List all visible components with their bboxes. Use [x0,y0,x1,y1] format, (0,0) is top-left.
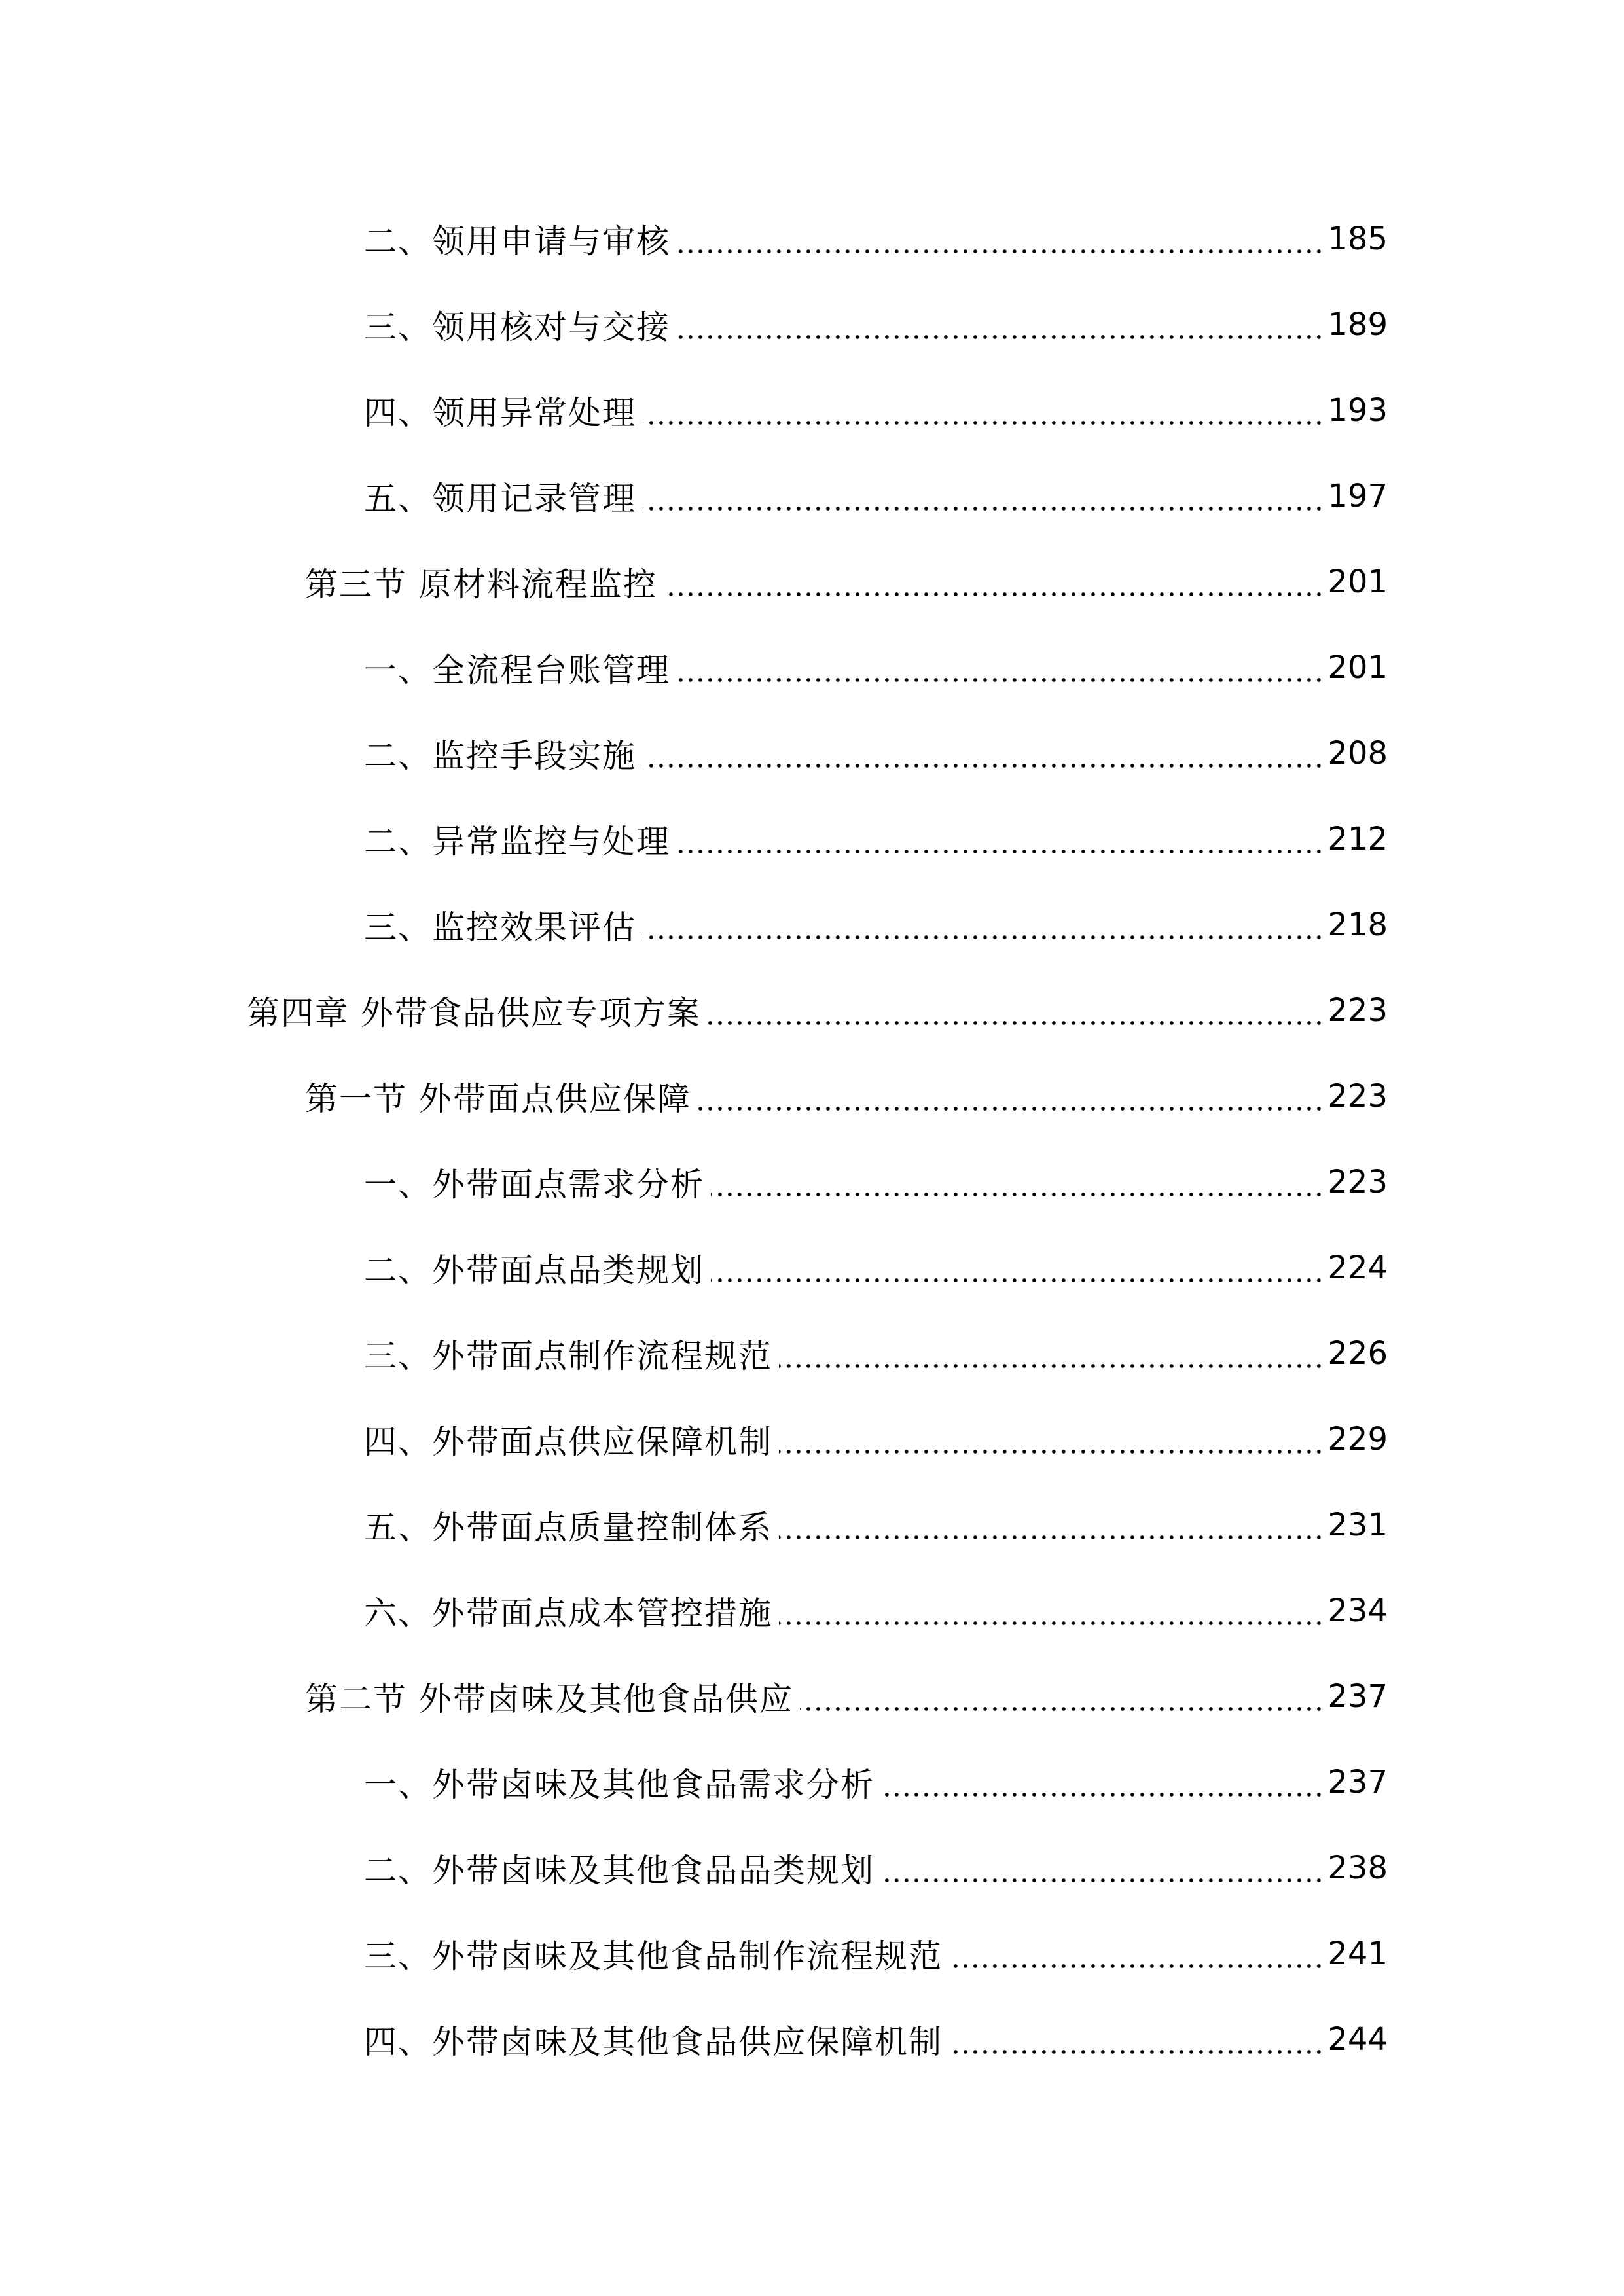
toc-entry[interactable] [364,1400,1388,1479]
toc-entry-page: 238 [1327,1850,1388,1886]
toc-entry-page: 212 [1327,821,1388,857]
toc-entry-title: 四、领用异常处理 [364,394,636,432]
dot-leader [643,908,1324,941]
toc-entry-title: 二、异常监控与处理 [364,823,670,861]
toc-entry-title: 第二节 外带卤味及其他食品供应 [305,1680,793,1718]
toc-entry[interactable] [364,714,1388,793]
toc-entry-page: 231 [1327,1507,1388,1543]
toc-entry-page: 223 [1327,992,1388,1029]
dot-leader [711,1251,1324,1284]
toc-entry[interactable] [364,1486,1388,1564]
dot-leader [643,737,1324,770]
toc-entry[interactable] [364,1143,1388,1221]
toc-section-entry[interactable] [305,543,1388,621]
dot-leader [698,1080,1324,1113]
toc-entry-title: 第四章 外带食品供应专项方案 [247,994,701,1032]
dot-leader [643,394,1324,427]
toc-entry-title: 二、监控手段实施 [364,737,636,775]
toc-entry-title: 二、外带面点品类规划 [364,1251,704,1289]
toc-entry-title: 第三节 原材料流程监控 [305,565,657,603]
dot-leader [708,994,1324,1027]
toc-entry[interactable] [364,457,1388,535]
toc-entry-title: 三、领用核对与交接 [364,308,670,346]
dot-leader [643,480,1324,512]
toc-entry-title: 二、外带卤味及其他食品品类规划 [364,1852,875,1890]
toc-entry[interactable] [364,285,1388,364]
toc-chapter-entry[interactable] [247,971,1388,1050]
dot-leader [677,223,1324,255]
toc-entry-title: 五、外带面点质量控制体系 [364,1509,772,1547]
toc-entry-page: 226 [1327,1335,1388,1372]
toc-entry-page: 197 [1327,478,1388,514]
dot-leader [800,1680,1324,1713]
dot-leader [664,565,1324,598]
toc-entry-page: 218 [1327,906,1388,943]
dot-leader [711,1166,1324,1198]
toc-entry-page: 201 [1327,649,1388,686]
toc-entry[interactable] [364,886,1388,964]
toc-entry-title: 一、外带面点需求分析 [364,1166,704,1204]
toc-section-entry[interactable] [305,1657,1388,1736]
toc-entry[interactable] [364,1314,1388,1393]
toc-entry[interactable] [364,371,1388,450]
toc-entry-page: 208 [1327,735,1388,772]
toc-entry-page: 185 [1327,221,1388,257]
toc-entry-page: 237 [1327,1764,1388,1801]
dot-leader [779,1423,1324,1456]
toc-entry-title: 一、外带卤味及其他食品需求分析 [364,1766,875,1804]
toc-entry-page: 224 [1327,1249,1388,1286]
toc-entry[interactable] [364,1914,1388,1993]
toc-entry-page: 229 [1327,1421,1388,1458]
toc-entry-title: 三、外带面点制作流程规范 [364,1337,772,1375]
toc-entry-title: 二、领用申请与审核 [364,223,670,260]
dot-leader [949,2023,1324,2056]
toc-entry-title: 五、领用记录管理 [364,480,636,518]
dot-leader [779,1509,1324,1541]
toc-entry-page: 223 [1327,1078,1388,1115]
toc-entry-page: 237 [1327,1678,1388,1715]
toc-entry-page: 193 [1327,392,1388,429]
toc-entry[interactable] [364,1229,1388,1307]
toc-section-entry[interactable] [305,1057,1388,1136]
toc-entry[interactable] [364,800,1388,878]
toc-entry-title: 三、监控效果评估 [364,908,636,946]
dot-leader [881,1766,1324,1799]
dot-leader [949,1937,1324,1970]
toc-entry-title: 六、外带面点成本管控措施 [364,1594,772,1632]
dot-leader [779,1337,1324,1370]
toc-entry[interactable] [364,2000,1388,2079]
dot-leader [677,308,1324,341]
toc-entry-title: 第一节 外带面点供应保障 [305,1080,691,1118]
dot-leader [677,823,1324,855]
toc-entry[interactable] [364,628,1388,707]
toc-entry-title: 一、全流程台账管理 [364,651,670,689]
toc-entry[interactable] [364,1743,1388,1821]
toc-entry-page: 241 [1327,1935,1388,1972]
toc-entry-title: 三、外带卤味及其他食品制作流程规范 [364,1937,943,1975]
dot-leader [881,1852,1324,1884]
toc-entry-page: 244 [1327,2021,1388,2058]
dot-leader [677,651,1324,684]
toc-entry[interactable] [364,1829,1388,1907]
toc-entry-page: 223 [1327,1164,1388,1200]
toc-entry[interactable] [364,1571,1388,1650]
toc-entry-title: 四、外带卤味及其他食品供应保障机制 [364,2023,943,2061]
toc-entry-title: 四、外带面点供应保障机制 [364,1423,772,1461]
dot-leader [779,1594,1324,1627]
toc-entry-page: 234 [1327,1592,1388,1629]
toc-entry[interactable] [364,200,1388,278]
toc-entry-page: 189 [1327,306,1388,343]
toc-entry-page: 201 [1327,564,1388,600]
